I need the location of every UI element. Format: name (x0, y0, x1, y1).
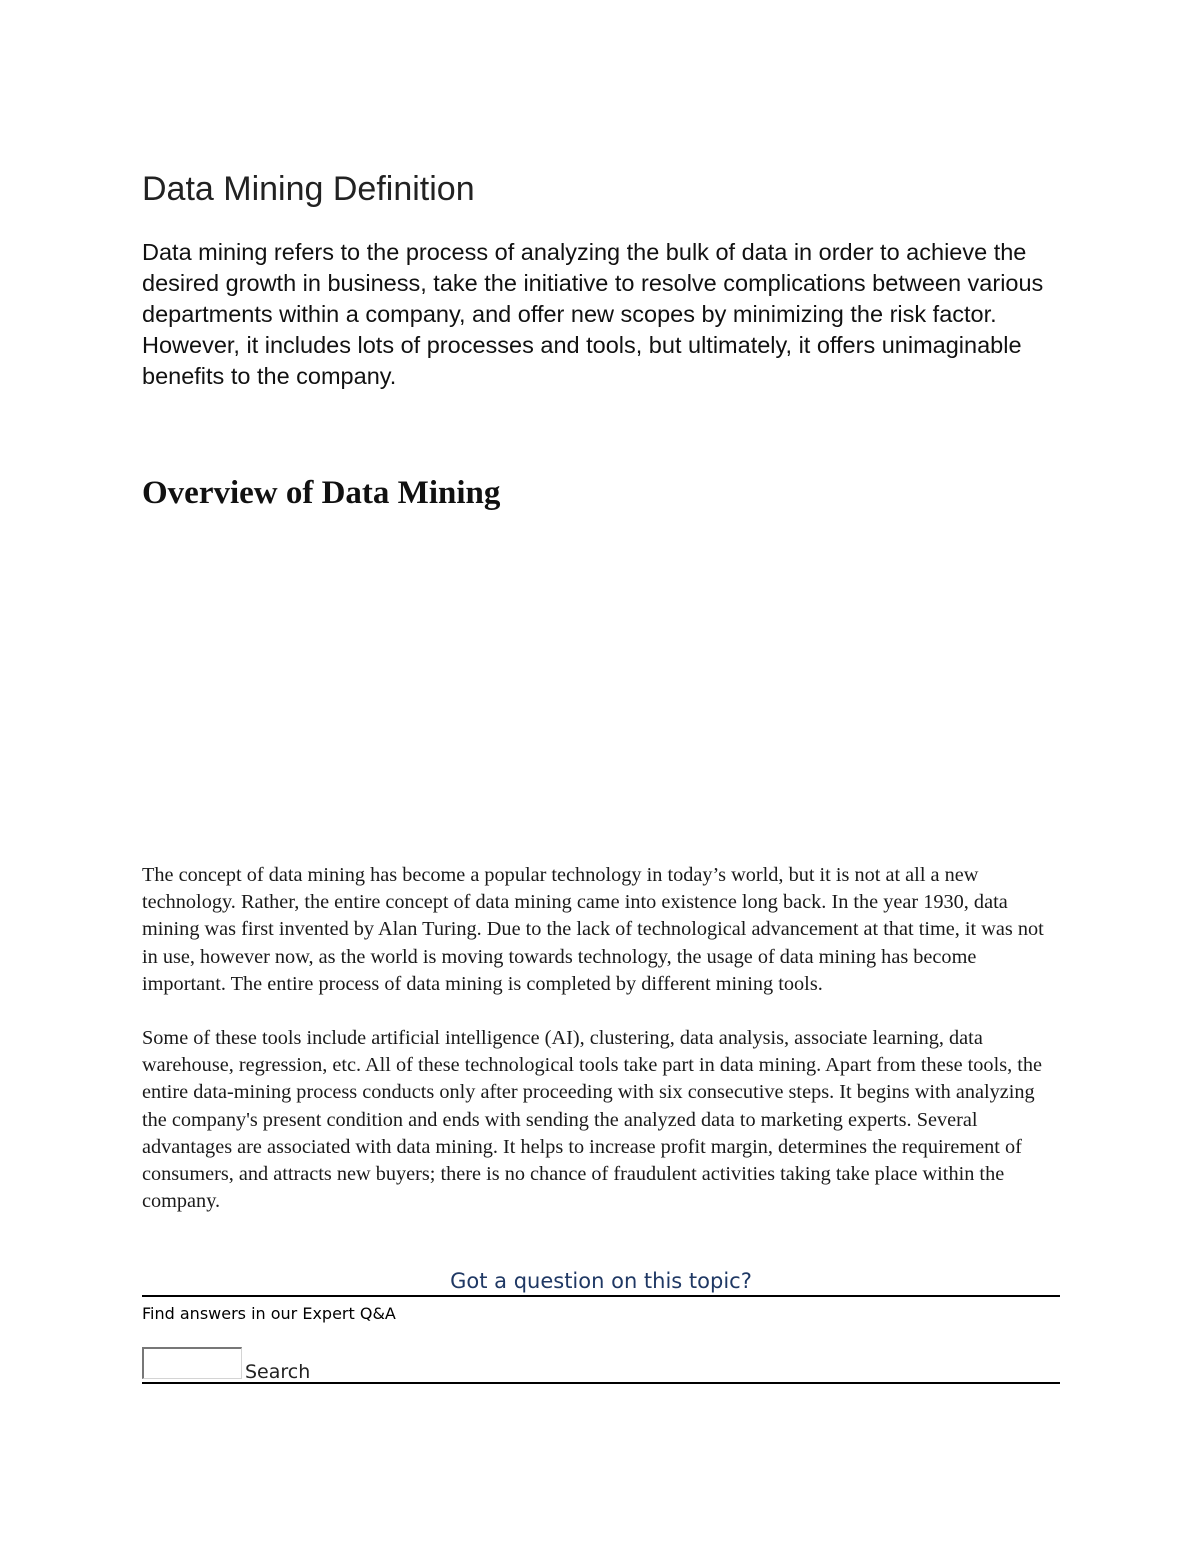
qa-subtitle: Find answers in our Expert Q&A (142, 1304, 396, 1323)
qa-top-divider (142, 1295, 1060, 1297)
qa-bottom-divider (142, 1382, 1060, 1384)
overview-heading: Overview of Data Mining (142, 475, 501, 511)
overview-body (142, 862, 1060, 1242)
definition-paragraph: Data mining refers to the process of analyzing the bulk of data in order to achieve the desired growth in business, take the initiative to resolve complications between various departments within a company, and offer new scopes by minimizing the risk factor. However, it includes lots of processes and tools, but ultimately, it offers unimaginable benefits to the company. (142, 239, 1044, 389)
search-button[interactable]: Search (245, 1361, 311, 1383)
overview-paragraph-2: Some of these tools include artificial intelligence (AI), clustering, data analysis, associate learning, data warehouse, regression, etc. All of these technological tools take part in data mining. Apart from these tools, the entire data-mining process conducts only after proceeding with six consecutive steps. It begins with analyzing the company's present condition and ends with sending the analyzed data to marketing experts. Several advantages are associated with data mining. It helps to increase profit margin, determines the requirement of consumers, and attracts new buyers; there is no chance of fraudulent activities taking take place within the company. (142, 1027, 1043, 1213)
search-input[interactable] (142, 1347, 242, 1379)
overview-paragraph-1: The concept of data mining has become a popular technology in today’s world, but it is not at all a new technology. Rather, the entire concept of data mining came into existence long back. In the year 1930, data mining was first invented by Alan Turing. Due to the lack of technological advancement at that time, it was not in use, however now, as the world is moving towards technology, the usage of data mining has become important. The entire process of data mining is completed by different mining tools. (142, 864, 1044, 995)
definition-heading: Data Mining Definition (142, 170, 475, 208)
qa-search-form (142, 1341, 311, 1383)
qa-heading: Got a question on this topic? (450, 1269, 752, 1293)
